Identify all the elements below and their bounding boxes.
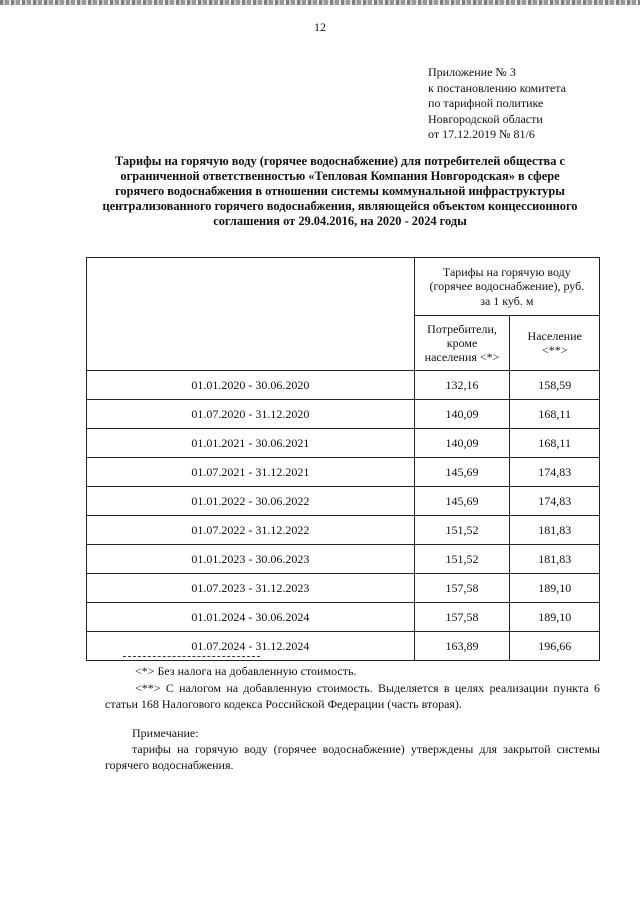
title-line: горячего водоснабжения в отношении системы коммунальной инфраструктуры [115, 184, 565, 198]
header-line: кроме [446, 336, 478, 350]
population-tariff-cell: 168,11 [510, 429, 600, 458]
period-cell: 01.07.2024 - 31.12.2024 [87, 632, 415, 661]
period-cell: 01.01.2020 - 30.06.2020 [87, 371, 415, 400]
group-header-line: (горячее водоснабжение), руб. [429, 279, 585, 294]
period-cell: 01.07.2021 - 31.12.2021 [87, 458, 415, 487]
title-line: соглашения от 29.04.2016, на 2020 - 2024 годы [213, 214, 467, 228]
period-cell: 01.01.2021 - 30.06.2021 [87, 429, 415, 458]
period-header-cell [87, 258, 415, 371]
header-line: населения <*> [424, 350, 500, 364]
period-cell: 01.07.2022 - 31.12.2022 [87, 516, 415, 545]
consumers-tariff-cell: 151,52 [414, 516, 510, 545]
page-number: 12 [314, 20, 326, 34]
period-cell: 01.01.2023 - 30.06.2023 [87, 545, 415, 574]
period-cell: 01.07.2023 - 31.12.2023 [87, 574, 415, 603]
table-row [87, 574, 600, 603]
population-tariff-cell: 174,83 [510, 458, 600, 487]
period-cell: 01.01.2022 - 30.06.2022 [87, 487, 415, 516]
tariff-table [86, 257, 600, 661]
footnote-1: <*> Без налога на добавленную стоимость. [135, 664, 357, 678]
population-tariff-cell: 158,59 [510, 371, 600, 400]
header-line: Население [527, 329, 582, 343]
table-row [87, 429, 600, 458]
consumers-tariff-cell: 157,58 [414, 574, 510, 603]
population-tariff-cell: 181,83 [510, 516, 600, 545]
title-line: централизованного горячего водоснабжения, являющейся объектом концессионного [102, 199, 578, 213]
period-cell: 01.01.2024 - 30.06.2024 [87, 603, 415, 632]
consumers-tariff-cell: 132,16 [414, 371, 510, 400]
table-row [87, 603, 600, 632]
table-row [87, 458, 600, 487]
document-title [80, 154, 600, 229]
consumers-tariff-cell: 140,09 [414, 400, 510, 429]
appendix-reference [428, 65, 566, 143]
table-row [87, 545, 600, 574]
table-row [87, 516, 600, 545]
group-header-line: Тарифы на горячую воду [442, 264, 571, 279]
scan-edge [0, 0, 640, 5]
remark-heading: Примечание: [132, 726, 199, 740]
appendix-line: от 17.12.2019 № 81/6 [428, 127, 535, 141]
appendix-line: Приложение № 3 [428, 65, 516, 79]
table-row [87, 371, 600, 400]
period-cell: 01.07.2020 - 31.12.2020 [87, 400, 415, 429]
consumers-column-header [414, 316, 510, 371]
population-tariff-cell: 174,83 [510, 487, 600, 516]
consumers-tariff-cell: 145,69 [414, 458, 510, 487]
population-tariff-cell: 189,10 [510, 603, 600, 632]
tariff-group-header [414, 258, 599, 316]
title-line: ограниченной ответственностью «Тепловая Компания Новгородская» в сфере [120, 169, 560, 183]
population-tariff-cell: 181,83 [510, 545, 600, 574]
appendix-line: по тарифной политике [428, 96, 544, 110]
remark-text: тарифы на горячую воду (горячее водоснабжение) утверждены для закрытой системы горячего водоснабжения. [105, 742, 600, 772]
table-body [87, 371, 600, 661]
table-row [87, 487, 600, 516]
consumers-tariff-cell: 163,89 [414, 632, 510, 661]
consumers-tariff-cell: 151,52 [414, 545, 510, 574]
consumers-tariff-cell: 157,58 [414, 603, 510, 632]
table-header-row [87, 258, 600, 316]
population-tariff-cell: 189,10 [510, 574, 600, 603]
population-tariff-cell: 168,11 [510, 400, 600, 429]
title-line: Тарифы на горячую воду (горячее водоснабжение) для потребителей общества с [114, 154, 566, 168]
population-column-header [510, 316, 600, 371]
footnote-2: <**> С налогом на добавленную стоимость. Выделяется в целях реализации пункта 6 статьи 168 Налогового кодекса Российской Федерации (часть вторая). [105, 681, 600, 711]
table-row [87, 400, 600, 429]
footnote-separator [123, 656, 260, 657]
consumers-tariff-cell: 140,09 [414, 429, 510, 458]
header-line: <**> [541, 343, 568, 357]
group-header-line: за 1 куб. м [480, 293, 534, 308]
appendix-line: к постановлению комитета [428, 80, 566, 95]
population-tariff-cell: 196,66 [510, 632, 600, 661]
consumers-tariff-cell: 145,69 [414, 487, 510, 516]
header-line: Потребители, [427, 322, 497, 336]
appendix-line: Новгородской области [428, 111, 543, 126]
